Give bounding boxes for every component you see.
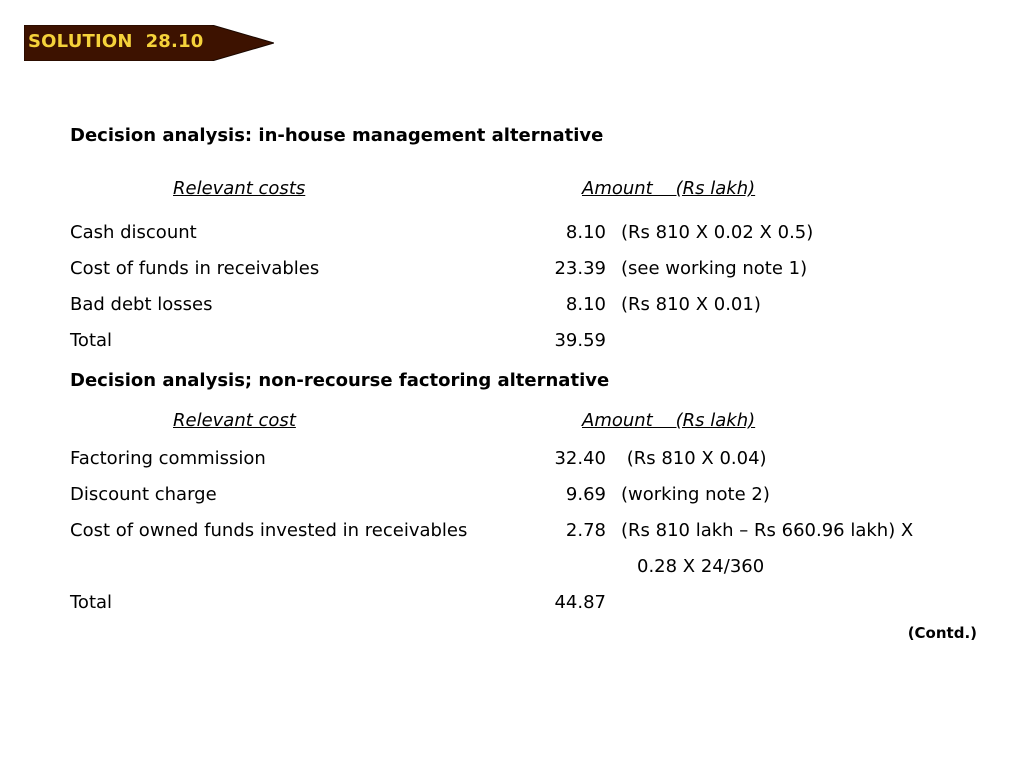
section1-row-cost-of-funds	[70, 258, 1010, 282]
section2-row-cost-of-owned-funds	[70, 520, 1010, 544]
row-label: Total	[70, 330, 113, 351]
badge-label: SOLUTION 28.10	[28, 31, 204, 52]
continued-label: (Contd.)	[907, 624, 977, 642]
row-label: Total	[70, 592, 113, 613]
section2-row-factoring-commission	[70, 448, 1010, 472]
section1-row-total	[70, 330, 1010, 354]
section2-row-discount-charge	[70, 484, 1010, 508]
row-amount: 44.87	[554, 592, 606, 613]
row-label: Cost of owned funds invested in receivables	[70, 520, 468, 541]
section1-row-bad-debt	[70, 294, 1010, 318]
section1-col-relevant-costs: Relevant costs	[173, 178, 306, 199]
row-note: (Rs 810 X 0.02 X 0.5)	[621, 222, 814, 243]
row-note: (Rs 810 lakh – Rs 660.96 lakh) X	[621, 520, 914, 541]
section2-col-amount: Amount (Rs lakh)	[582, 410, 756, 431]
row-note: (Rs 810 X 0.04)	[621, 448, 767, 469]
row-note: (working note 2)	[621, 484, 770, 505]
section2-heading: Decision analysis; non-recourse factoring alternative	[70, 370, 610, 391]
row-amount: 39.59	[554, 330, 606, 351]
section2-col-relevant-cost: Relevant cost	[173, 410, 296, 431]
row-note: (see working note 1)	[621, 258, 808, 279]
row-label: Cost of funds in receivables	[70, 258, 320, 279]
section2-note-continuation: 0.28 X 24/360	[637, 556, 765, 577]
section1-row-cash-discount	[70, 222, 1010, 246]
row-note: (Rs 810 X 0.01)	[621, 294, 761, 315]
solution-badge	[24, 25, 274, 61]
row-label: Factoring commission	[70, 448, 266, 469]
row-label: Discount charge	[70, 484, 217, 505]
section2-row-total	[70, 592, 1010, 616]
row-amount: 2.78	[565, 520, 606, 541]
row-amount: 23.39	[554, 258, 606, 279]
row-label: Bad debt losses	[70, 294, 213, 315]
row-label: Cash discount	[70, 222, 197, 243]
row-amount: 8.10	[565, 222, 606, 243]
row-amount: 32.40	[554, 448, 606, 469]
row-amount: 8.10	[565, 294, 606, 315]
row-amount: 9.69	[565, 484, 606, 505]
section1-heading: Decision analysis: in-house management alternative	[70, 125, 604, 146]
section1-col-amount: Amount (Rs lakh)	[582, 178, 756, 199]
